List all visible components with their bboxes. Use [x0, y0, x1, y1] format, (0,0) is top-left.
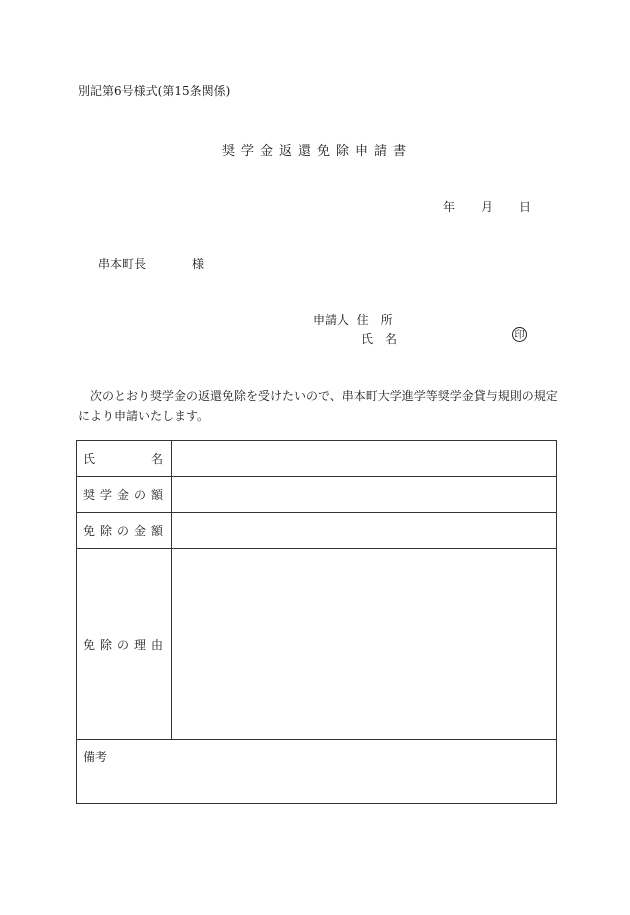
remarks-label: 備考	[83, 750, 108, 764]
table-row	[77, 513, 557, 549]
date-year-label: 年	[443, 200, 456, 214]
date-day-label: 日	[519, 200, 532, 214]
exemption-reason-field[interactable]	[172, 549, 557, 740]
table-row	[77, 477, 557, 513]
table-row	[77, 740, 557, 804]
row-label-exemption-amount: 免除の金額	[77, 513, 172, 549]
form-reference: 別記第6号様式(第15条関係)	[78, 84, 231, 98]
scholarship-amount-field[interactable]	[172, 477, 557, 513]
addressee-name: 串本町長	[98, 257, 147, 271]
remarks-field[interactable]	[77, 740, 557, 804]
row-label-name: 氏名	[77, 441, 172, 477]
applicant-address-label: 住 所	[356, 313, 393, 327]
application-form-table	[76, 440, 557, 804]
document-title: 奨学金返還免除申請書	[221, 144, 412, 159]
date-line	[443, 198, 531, 215]
addressee-honorific: 様	[192, 257, 205, 271]
table-row	[77, 441, 557, 477]
table-row	[77, 549, 557, 740]
exemption-amount-field[interactable]	[172, 513, 557, 549]
name-field[interactable]	[172, 441, 557, 477]
applicant-role: 申請人	[313, 313, 350, 327]
applicant-address-line	[313, 311, 393, 328]
row-label-scholarship-amount: 奨学金の額	[77, 477, 172, 513]
date-month-label: 月	[481, 200, 494, 214]
addressee	[98, 255, 204, 272]
applicant-name-label: 氏 名	[361, 332, 398, 346]
intro-paragraph: 次のとおり奨学金の返還免除を受けたいので、串本町大学進学等奨学金貸与規則の規定により申請いたします。	[78, 389, 558, 423]
row-label-exemption-reason: 免除の理由	[77, 549, 172, 740]
seal-mark-icon: 印	[512, 327, 527, 342]
